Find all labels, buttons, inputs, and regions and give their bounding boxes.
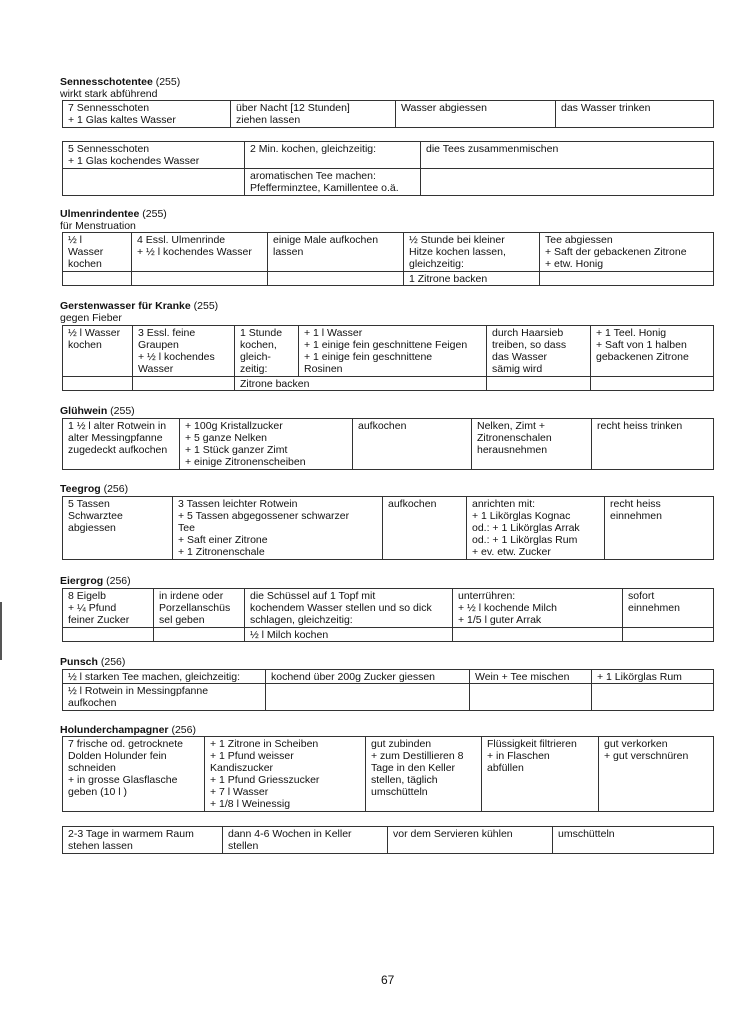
recipe-title xyxy=(60,483,128,495)
table-cell xyxy=(63,628,154,642)
table-cell xyxy=(154,628,245,642)
table-cell: gut zubinden + zum Destillieren 8 Tage in den Keller stellen, täglich umschütteln xyxy=(366,737,482,812)
table-cell: aufkochen xyxy=(383,497,467,560)
recipe-table xyxy=(62,325,714,391)
table-cell xyxy=(266,684,470,711)
table-cell: unterrühren: + ½ l kochende Milch + 1/5 l guter Arrak xyxy=(453,589,623,628)
recipe-ref: (255) xyxy=(190,300,219,312)
table-cell: Tee abgiessen + Saft der gebackenen Zitrone + etw. Honig xyxy=(540,233,714,272)
table-cell: 1 Zitrone backen xyxy=(404,272,540,286)
recipe-name: Eiergrog xyxy=(60,575,104,587)
recipe-title xyxy=(60,656,125,668)
table-cell: Wein + Tee mischen xyxy=(470,670,592,684)
table-row xyxy=(63,326,714,377)
recipe-name: Holunderchampagner xyxy=(60,724,169,736)
table-cell: in irdene oder Porzellanschüs sel geben xyxy=(154,589,245,628)
table-cell: Zitrone backen xyxy=(235,377,487,391)
table-cell: 8 Eigelb + ¼ Pfund feiner Zucker xyxy=(63,589,154,628)
table-row xyxy=(63,589,714,628)
recipe-table xyxy=(62,100,714,128)
table-cell: 3 Tassen leichter Rotwein + 5 Tassen abgegossener schwarzer Tee + Saft einer Zitrone + 1 Zitronenschale xyxy=(173,497,383,560)
table-cell: das Wasser trinken xyxy=(556,101,714,128)
table-cell: ½ l Wasser kochen xyxy=(63,233,132,272)
table-cell: umschütteln xyxy=(553,827,714,854)
recipe-name: Gerstenwasser für Kranke xyxy=(60,300,191,312)
recipe-ref: (255) xyxy=(107,405,135,417)
table-cell: + 1 Likörglas Rum xyxy=(592,670,714,684)
table-cell: über Nacht [12 Stunden] ziehen lassen xyxy=(231,101,396,128)
table-row xyxy=(63,377,714,391)
table-cell xyxy=(623,628,714,642)
recipe-note: gegen Fieber xyxy=(60,312,122,324)
recipe-table xyxy=(62,232,714,286)
table-cell xyxy=(592,684,714,711)
recipe-title xyxy=(60,405,135,417)
recipe-table xyxy=(62,826,714,854)
table-row xyxy=(63,497,714,560)
table-cell: ½ l starken Tee machen, gleichzeitig: xyxy=(63,670,266,684)
table-cell xyxy=(591,377,714,391)
table-cell: 3 Essl. feine Graupen + ½ l kochendes Wasser xyxy=(133,326,235,377)
table-cell: 2-3 Tage in warmem Raum stehen lassen xyxy=(63,827,223,854)
table-cell xyxy=(421,169,714,196)
table-cell xyxy=(268,272,404,286)
table-row xyxy=(63,737,714,812)
table-cell: dann 4-6 Wochen in Keller stellen xyxy=(223,827,388,854)
recipe-ref: (256) xyxy=(100,483,129,495)
recipe-name: Sennesschotentee xyxy=(60,76,153,88)
recipe-name: Teegrog xyxy=(60,483,101,495)
table-cell xyxy=(132,272,268,286)
table-cell: einige Male aufkochen lassen xyxy=(268,233,404,272)
table-cell: 1 Stunde kochen, gleich- zeitig: xyxy=(235,326,299,377)
recipe-table xyxy=(62,141,714,196)
table-row xyxy=(63,419,714,470)
table-cell: 5 Sennesschoten + 1 Glas kochendes Wasser xyxy=(63,142,245,169)
recipe-ref: (256) xyxy=(97,656,126,668)
recipe-ref: (255) xyxy=(139,208,167,220)
recipe-table xyxy=(62,496,714,560)
table-cell xyxy=(470,684,592,711)
table-cell: 2 Min. kochen, gleichzeitig: xyxy=(245,142,421,169)
table-cell: Nelken, Zimt + Zitronenschalen herausnehmen xyxy=(472,419,592,470)
recipe-ref: (255) xyxy=(152,76,181,88)
table-row xyxy=(63,684,714,711)
recipe-title xyxy=(60,575,131,587)
table-row xyxy=(63,827,714,854)
recipe-table xyxy=(62,736,714,812)
recipe-note: wirkt stark abführend xyxy=(60,88,158,100)
table-cell: aufkochen xyxy=(353,419,472,470)
table-cell: 7 frische od. getrocknete Dolden Holunder fein schneiden + in grosse Glasflasche geben (10 l ) xyxy=(63,737,205,812)
table-cell: die Schüssel auf 1 Topf mit kochendem Wasser stellen und so dick schlagen, gleichzeitig: xyxy=(245,589,453,628)
table-cell: Wasser abgiessen xyxy=(396,101,556,128)
table-cell: 5 Tassen Schwarztee abgiessen xyxy=(63,497,173,560)
recipe-ref: (256) xyxy=(168,724,196,736)
recipe-note: für Menstruation xyxy=(60,220,136,232)
recipe-table xyxy=(62,418,714,470)
table-row xyxy=(63,101,714,128)
recipe-ref: (256) xyxy=(103,575,131,587)
table-cell: anrichten mit: + 1 Likörglas Kognac od.: + 1 Likörglas Arrak od.: + 1 Likörglas Rum + ev. etw. Zucker xyxy=(467,497,605,560)
table-cell: 7 Sennesschoten + 1 Glas kaltes Wasser xyxy=(63,101,231,128)
table-cell xyxy=(63,169,245,196)
table-cell xyxy=(63,272,132,286)
table-cell: + 1 Teel. Honig + Saft von 1 halben gebackenen Zitrone xyxy=(591,326,714,377)
table-row xyxy=(63,628,714,642)
recipe-name: Ulmenrindentee xyxy=(60,208,140,220)
table-cell: Flüssigkeit filtrieren + in Flaschen abfüllen xyxy=(482,737,599,812)
table-cell: durch Haarsieb treiben, so dass das Wasser sämig wird xyxy=(487,326,591,377)
recipe-title xyxy=(60,724,196,736)
table-cell: ½ l Milch kochen xyxy=(245,628,453,642)
table-cell: die Tees zusammenmischen xyxy=(421,142,714,169)
recipe-name: Glühwein xyxy=(60,405,108,417)
table-cell: vor dem Servieren kühlen xyxy=(388,827,553,854)
table-cell: aromatischen Tee machen: Pfefferminztee, Kamillentee o.ä. xyxy=(245,169,421,196)
recipe-table xyxy=(62,669,714,711)
table-cell: ½ l Wasser kochen xyxy=(63,326,133,377)
table-cell: recht heiss einnehmen xyxy=(605,497,714,560)
table-cell xyxy=(487,377,591,391)
recipe-title xyxy=(60,76,180,88)
table-cell: + 1 Zitrone in Scheiben + 1 Pfund weisser Kandiszucker + 1 Pfund Griesszucker + 7 l Wasser + 1/8 l Weinessig xyxy=(205,737,366,812)
page-number: 67 xyxy=(381,973,395,987)
table-row xyxy=(63,169,714,196)
table-cell xyxy=(133,377,235,391)
table-cell: 1 ½ l alter Rotwein in alter Messingpfanne zugedeckt aufkochen xyxy=(63,419,180,470)
table-cell: ½ Stunde bei kleiner Hitze kochen lassen, gleichzeitig: xyxy=(404,233,540,272)
table-cell: 4 Essl. Ulmenrinde + ½ l kochendes Wasser xyxy=(132,233,268,272)
table-cell: sofort einnehmen xyxy=(623,589,714,628)
recipe-title xyxy=(60,300,218,312)
table-cell xyxy=(63,377,133,391)
table-row xyxy=(63,233,714,272)
table-row xyxy=(63,272,714,286)
table-cell: + 1 l Wasser + 1 einige fein geschnittene Feigen + 1 einige fein geschnittene Rosinen xyxy=(299,326,487,377)
table-row xyxy=(63,670,714,684)
recipe-title xyxy=(60,208,167,220)
table-cell: kochend über 200g Zucker giessen xyxy=(266,670,470,684)
table-cell: ½ l Rotwein in Messingpfanne aufkochen xyxy=(63,684,266,711)
recipe-name: Punsch xyxy=(60,656,98,668)
table-cell: + 100g Kristallzucker + 5 ganze Nelken + 1 Stück ganzer Zimt + einige Zitronenscheiben xyxy=(180,419,353,470)
scan-margin-mark xyxy=(0,602,2,660)
table-cell xyxy=(453,628,623,642)
table-row xyxy=(63,142,714,169)
recipe-table xyxy=(62,588,714,642)
table-cell: gut verkorken + gut verschnüren xyxy=(599,737,714,812)
table-cell: recht heiss trinken xyxy=(592,419,714,470)
table-cell xyxy=(540,272,714,286)
